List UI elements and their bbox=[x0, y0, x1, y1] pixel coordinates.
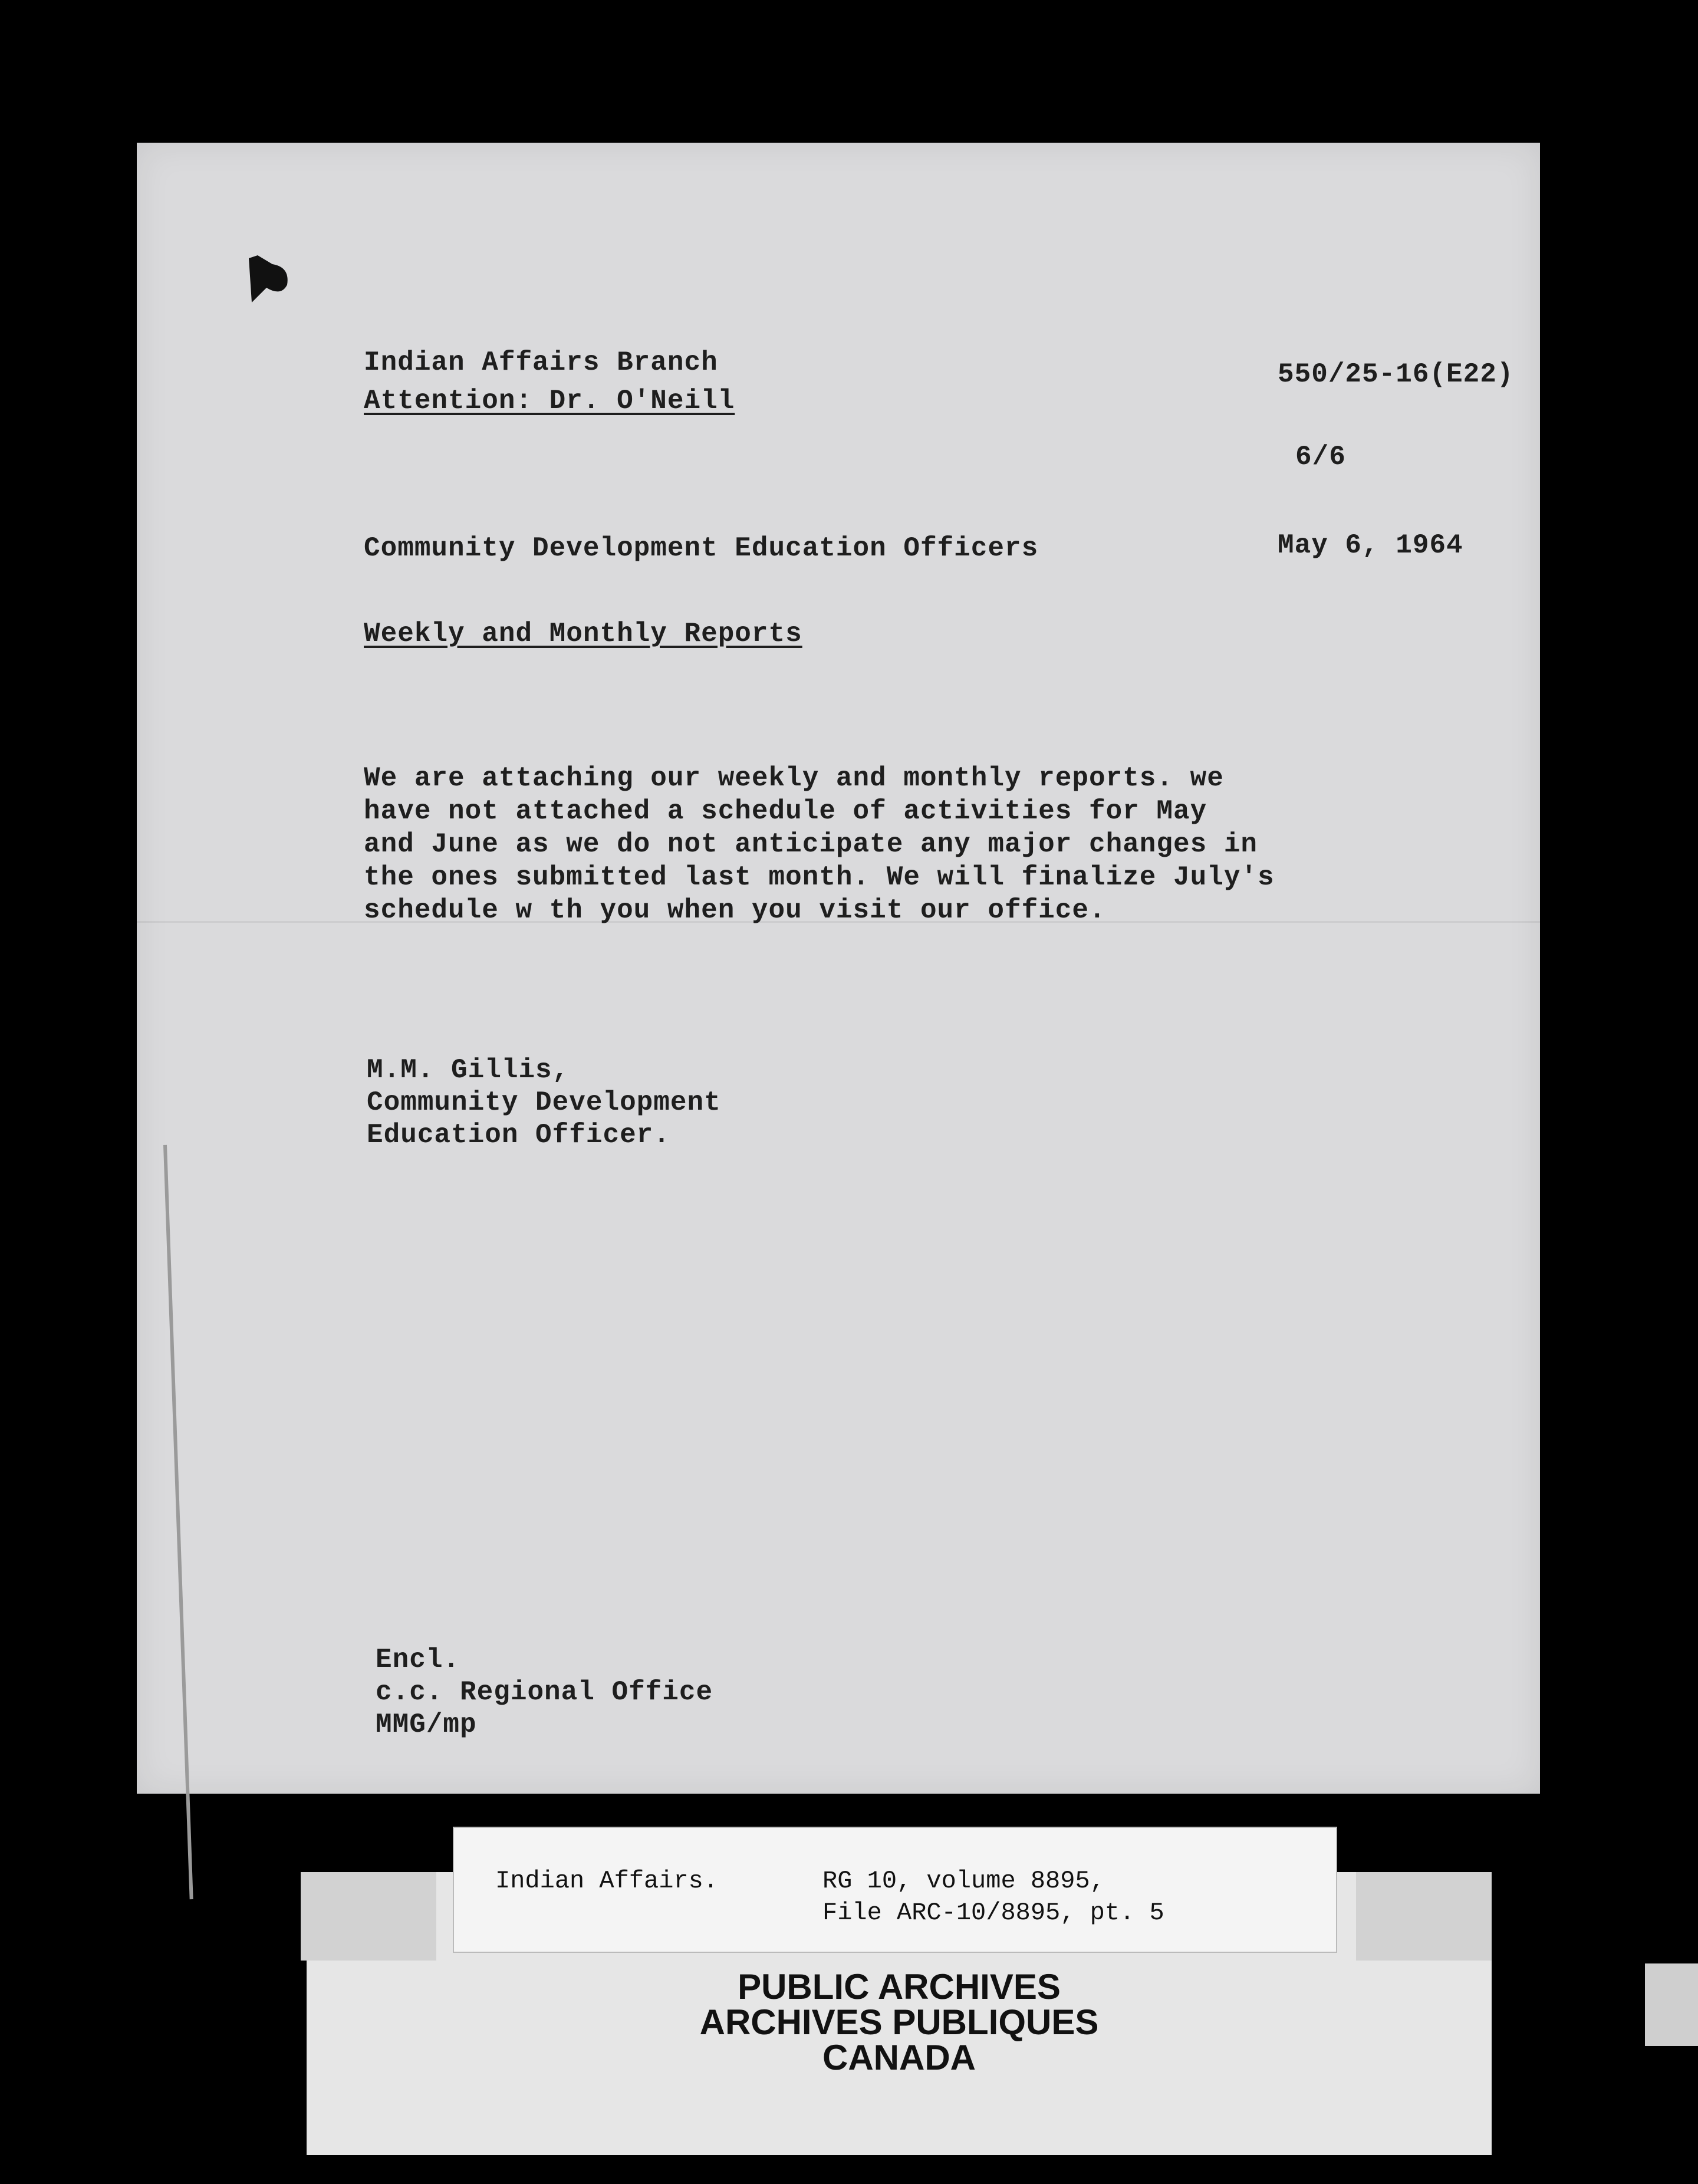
reference-line2: File ARC-10/8895, pt. 5 bbox=[822, 1899, 1164, 1927]
collection-name: Indian Affairs. bbox=[495, 1867, 719, 1895]
enclosure-note: Encl. bbox=[376, 1644, 460, 1675]
typist-initials: MMG/mp bbox=[376, 1709, 477, 1740]
page-reference: 6/6 bbox=[1295, 442, 1346, 472]
attention-line: Attention: Dr. O'Neill bbox=[364, 386, 735, 416]
institution-english: PUBLIC ARCHIVES bbox=[738, 1967, 1061, 2007]
document-page bbox=[137, 143, 1540, 1794]
body-line: schedule w th you when you visit our office. bbox=[364, 895, 1106, 926]
body-line: We are attaching our weekly and monthly reports. we bbox=[364, 763, 1224, 794]
film-frame-marker bbox=[1645, 1963, 1698, 2046]
letter-body bbox=[364, 762, 1366, 927]
institution-country: CANADA bbox=[822, 2038, 976, 2077]
body-line: the ones submitted last month. We will finalize July's bbox=[364, 862, 1275, 893]
subject-line: Weekly and Monthly Reports bbox=[364, 619, 802, 649]
signature-title-line2: Education Officer. bbox=[367, 1120, 670, 1150]
signature-name: M.M. Gillis, bbox=[367, 1055, 570, 1086]
archive-reference-card bbox=[453, 1827, 1337, 1953]
reference-line1: RG 10, volume 8895, bbox=[822, 1867, 1105, 1895]
body-line: and June as we do not anticipate any major changes in bbox=[364, 829, 1258, 860]
signature-title-line1: Community Development bbox=[367, 1087, 721, 1118]
holder-tab-left bbox=[301, 1872, 436, 1961]
from-line: Community Development Education Officers bbox=[364, 533, 1039, 564]
page-edge bbox=[163, 1145, 193, 1899]
body-line: have not attached a schedule of activities for May bbox=[364, 796, 1207, 827]
institution-french: ARCHIVES PUBLIQUES bbox=[699, 2002, 1099, 2042]
holder-tab-right bbox=[1356, 1872, 1492, 1961]
letter-date: May 6, 1964 bbox=[1278, 530, 1463, 561]
ink-blot-mark bbox=[237, 252, 296, 311]
file-reference: 550/25-16(E22) bbox=[1278, 359, 1514, 390]
carbon-copy-note: c.c. Regional Office bbox=[376, 1677, 713, 1708]
recipient-line: Indian Affairs Branch bbox=[364, 347, 718, 378]
